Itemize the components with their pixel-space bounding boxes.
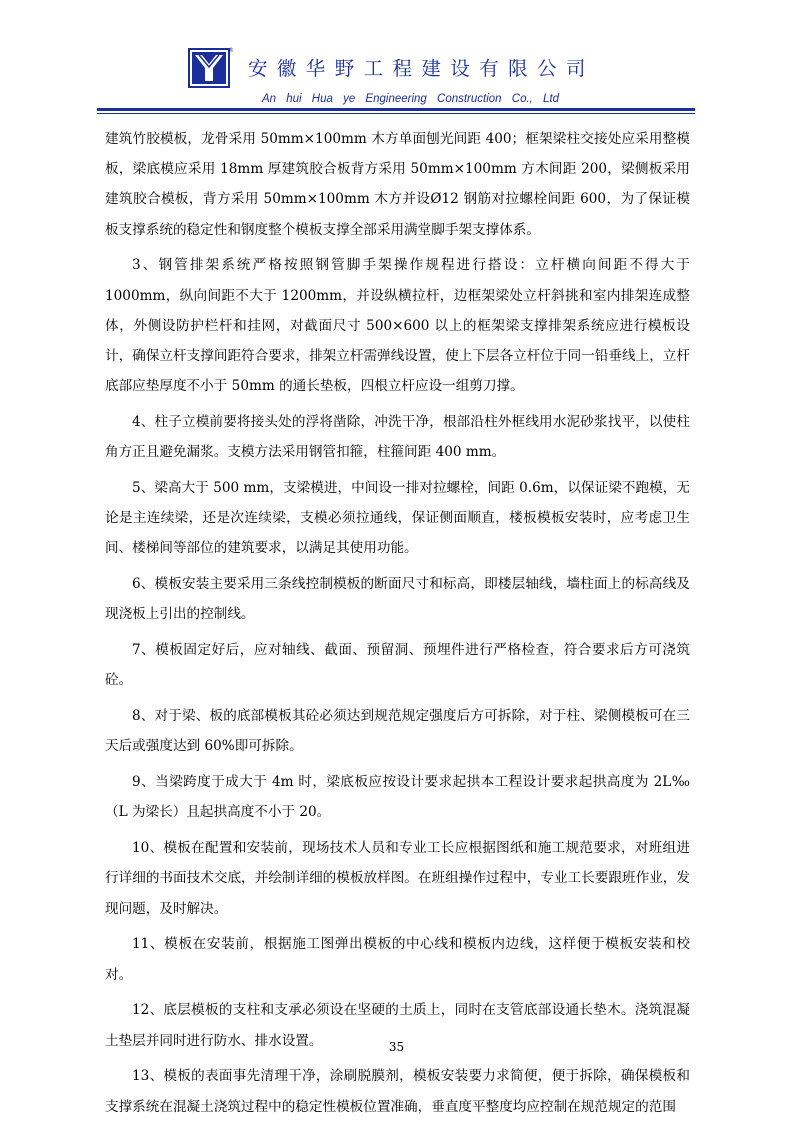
- paragraph-item-13: 13、模板的表面事先清理干净，涂刷脱膜剂，模板安装要力求简便，便于拆除，确保模板和支撑系统在混凝土浇筑过程中的稳定性模板位置准确，垂直度平整度均应控制在规范规定的范围: [105, 1068, 690, 1115]
- page-header: [0, 0, 793, 120]
- company-name-en: An hui Hua ye Engineering Construction Co., Ltd: [262, 93, 560, 105]
- registered-mark: ®: [228, 47, 234, 54]
- paragraph-item-5: 5、梁高大于 500 mm，支梁模进，中间设一排对拉螺栓，间距 0.6m，以保证梁不跑模，无论是主连续梁，还是次连续梁，支模必须拉通线，保证侧面顺直，楼板模板安装时，应考虑卫生间、楼梯间等部位的建筑要求，以满足其使用功能。: [105, 480, 690, 557]
- paragraph-item-3: 3、钢管排架系统严格按照钢管脚手架操作规程进行搭设：立杆横向间距不得大于 1000mm，纵向间距不大于 1200mm，并设纵横拉杆，边框架梁处立杆斜挑和室内排架连成整体，外侧设防护栏杆和挂网，对截面尺寸 500×600 以上的框架梁支撑排架系统应进行模板设计，确保立杆支撑间距符合要求，排架立杆需弹线设置，使上下层各立杆位于同一铅垂线上，立杆底部应垫厚度不小于 50mm 的通长垫板，四根立杆应设一组剪刀撑。: [105, 257, 690, 395]
- paragraph-item-9: 9、当梁跨度于成大于 4m 时，梁底板应按设计要求起拱本工程设计要求起拱高度为 2L‰（L 为梁长）且起拱高度不小于 20。: [105, 774, 690, 821]
- paragraph-item-4: 4、柱子立模前要将接头处的浮将凿除，冲洗干净，根部沿柱外框线用水泥砂浆找平，以使柱角方正且避免漏浆。支模方法采用钢管扣箍，柱箍间距 400 mm。: [105, 414, 690, 461]
- paragraph-item-12: 12、底层模板的支柱和支承必须设在坚硬的土质上，同时在支管底部设通长垫木。浇筑混凝土垫层并同时进行防水、排水设置。: [105, 1002, 690, 1049]
- header-rule-thin: [97, 113, 695, 114]
- paragraph-item-10: 10、模板在配置和安装前，现场技术人员和专业工长应根据图纸和施工规范要求，对班组进行详细的书面技术交底，并绘制详细的模板放样图。在班组操作过程中，专业工长要跟班作业，发现问题，及时解决。: [105, 840, 690, 917]
- paragraph-continued: 建筑竹胶模板，龙骨采用 50mm×100mm 木方单面刨光间距 400；框架梁柱交接处应采用整模板，梁底模应采用 18mm 厚建筑胶合板背方采用 50mm×100mm 方木间距 200，梁侧板采用建筑胶合模板，背方采用 50mm×100mm 木方并设Ø12 钢筋对拉螺栓间距 600，为了保证模板支撑系统的稳定性和钢度整个模板支撑全部采用满堂脚手架支撑体系。: [105, 131, 690, 238]
- paragraph-item-11: 11、模板在安装前，根据施工图弹出模板的中心线和模板内边线，这样便于模板安装和校对。: [105, 936, 690, 983]
- header-rule-thick: [97, 108, 695, 111]
- page-number: 35: [388, 1040, 405, 1054]
- paragraph-item-8: 8、对于梁、板的底部模板其砼必须达到规范规定强度后方可拆除，对于柱、梁侧模板可在三天后或强度达到 60%即可拆除。: [105, 708, 690, 755]
- document-body: [105, 124, 690, 1127]
- paragraph-item-6: 6、模板安装主要采用三条线控制模板的断面尺寸和标高，即楼层轴线，墙柱面上的标高线及现浇板上引出的控制线。: [105, 576, 690, 623]
- company-logo-icon: [188, 46, 232, 90]
- paragraph-item-7: 7、模板固定好后，应对轴线、截面、预留洞、预埋件进行严格检查，符合要求后方可浇筑砼。: [105, 642, 690, 689]
- company-name-cn: 安徽华野工程建设有限公司: [248, 57, 595, 80]
